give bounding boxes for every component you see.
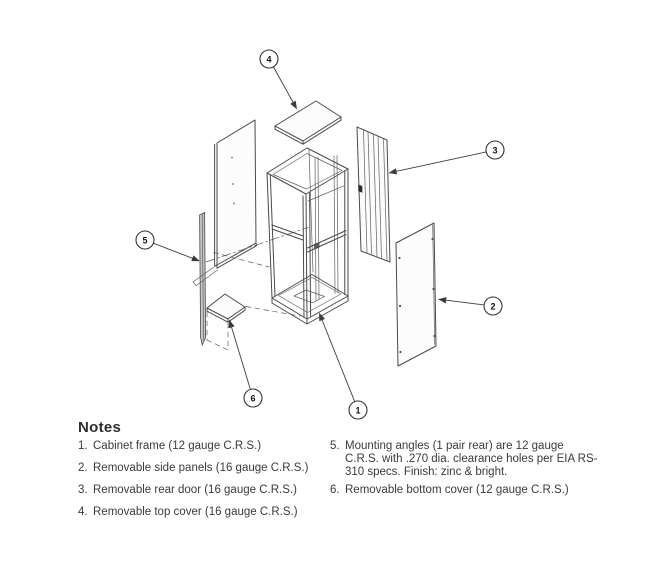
panel-hole bbox=[433, 335, 435, 337]
bottom-cover-drawing bbox=[207, 294, 245, 350]
panel-hole bbox=[432, 288, 434, 290]
note-5-text: Mounting angles (1 pair rear) are 12 gauge C.R.S. with .270 dia. clearance holes per EIA RS-310 specs. Finish: zinc & bright. bbox=[345, 440, 598, 479]
callout-4-leader bbox=[273, 67, 296, 109]
note-4-number: 4. bbox=[78, 506, 88, 518]
frame-left-post bbox=[267, 173, 275, 298]
callout-2-number: 2 bbox=[490, 301, 496, 312]
note-item-3 bbox=[78, 484, 358, 497]
frame-right-top-rail bbox=[308, 186, 344, 201]
frame-right-post bbox=[345, 169, 348, 296]
panel-hole bbox=[399, 351, 401, 353]
note-item-6 bbox=[330, 484, 620, 497]
top-cover-drawing bbox=[275, 101, 341, 144]
callout-1-number: 1 bbox=[355, 405, 361, 416]
note-item-1 bbox=[78, 440, 358, 453]
mounting-angle-drawing bbox=[200, 212, 206, 345]
panel-hole bbox=[233, 203, 235, 205]
note-2-number: 2. bbox=[78, 462, 88, 474]
panel-hole bbox=[431, 238, 433, 240]
callout-5-leader bbox=[153, 243, 199, 261]
callout-4-number: 4 bbox=[266, 54, 272, 65]
panel-hole bbox=[231, 157, 233, 159]
callout-4 bbox=[260, 50, 297, 109]
note-item-5 bbox=[330, 440, 598, 480]
note-2-text: Removable side panels (16 gauge C.R.S.) bbox=[93, 462, 309, 474]
callout-6-leader bbox=[230, 321, 251, 390]
right-side-panel-face bbox=[396, 223, 436, 366]
callout-2 bbox=[439, 297, 502, 315]
panel-hole bbox=[232, 183, 234, 185]
rear-door-drawing bbox=[357, 127, 390, 262]
note-1-text: Cabinet frame (12 gauge C.R.S.) bbox=[93, 440, 262, 452]
note-3-text: Removable rear door (16 gauge C.R.S.) bbox=[93, 484, 297, 496]
callout-3-number: 3 bbox=[492, 145, 498, 156]
callout-5-number: 5 bbox=[142, 235, 148, 246]
note-item-2 bbox=[78, 462, 358, 475]
note-6-number: 6. bbox=[330, 484, 340, 496]
note-5-number: 5. bbox=[330, 440, 340, 452]
frame-right-mid-rail bbox=[308, 231, 347, 253]
frame-top-inner bbox=[273, 154, 342, 190]
frame-bottom-cutout bbox=[294, 290, 325, 303]
left-side-panel-drawing bbox=[215, 120, 257, 268]
cabinet-frame-drawing bbox=[267, 148, 348, 324]
panel-hole bbox=[399, 305, 401, 307]
note-1-number: 1. bbox=[78, 440, 88, 452]
callout-6-number: 6 bbox=[250, 393, 256, 404]
note-6-text: Removable bottom cover (12 gauge C.R.S.) bbox=[345, 484, 569, 496]
callout-1 bbox=[320, 314, 368, 420]
callout-3-leader bbox=[390, 152, 487, 173]
callout-2-leader bbox=[439, 299, 484, 305]
callout-5 bbox=[136, 231, 199, 261]
notes-title: Notes bbox=[78, 419, 122, 436]
left-side-panel-face bbox=[217, 120, 256, 265]
callout-3 bbox=[390, 141, 505, 173]
right-side-panel-drawing bbox=[396, 223, 436, 366]
callout-6 bbox=[230, 321, 263, 408]
note-3-number: 3. bbox=[78, 484, 88, 496]
callout-1-leader bbox=[320, 314, 355, 402]
note-4-text: Removable top cover (16 gauge C.R.S.) bbox=[93, 506, 298, 518]
panel-hole bbox=[398, 257, 400, 259]
bottom-cover-face bbox=[207, 294, 245, 319]
note-item-4 bbox=[78, 506, 358, 519]
